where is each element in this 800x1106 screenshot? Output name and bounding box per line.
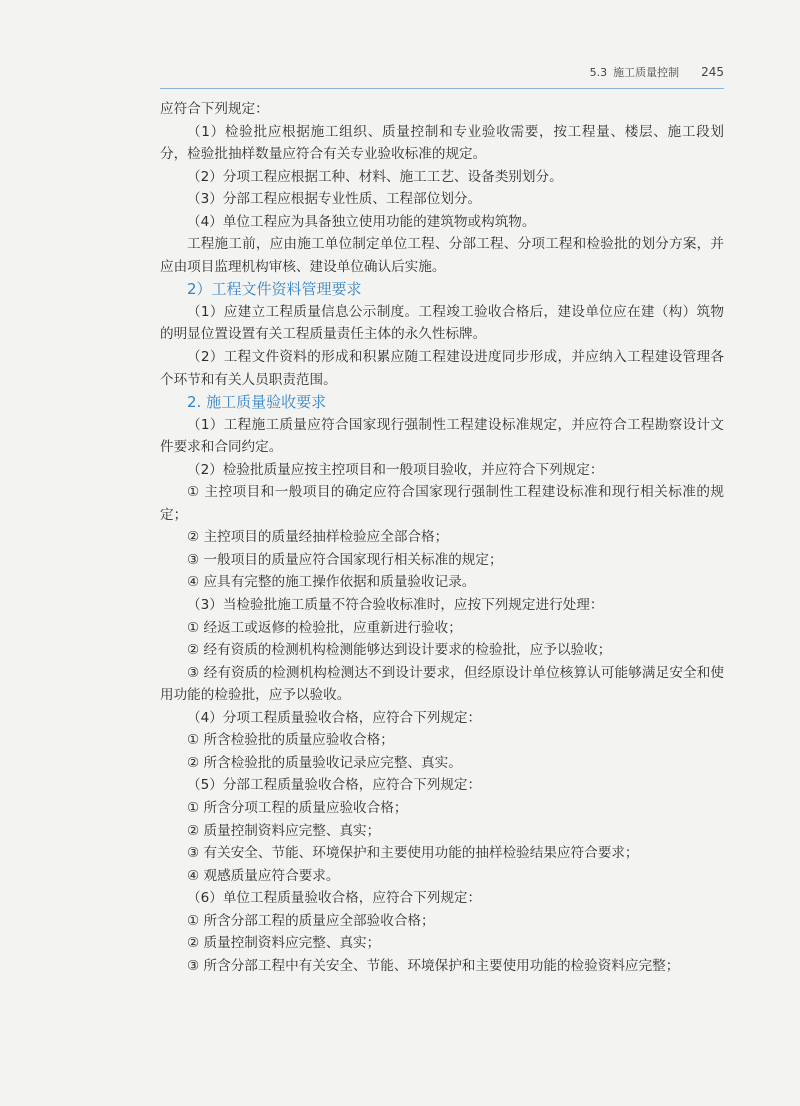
header-section-number: 5.3 bbox=[589, 66, 608, 79]
paragraph: （6）单位工程质量验收合格，应符合下列规定： bbox=[187, 890, 482, 907]
paragraph: ② 质量控制资料应完整、真实； bbox=[187, 822, 381, 839]
paragraph: ② 质量控制资料应完整、真实； bbox=[187, 935, 381, 952]
paragraph: ③ 有关安全、节能、环境保护和主要使用功能的抽样检验结果应符合要求； bbox=[187, 845, 639, 862]
paragraph: ③ 一般项目的质量应符合国家现行相关标准的规定； bbox=[187, 551, 503, 568]
paragraph: （5）分部工程质量验收合格，应符合下列规定： bbox=[187, 777, 482, 794]
page-number: 245 bbox=[701, 65, 724, 79]
paragraph: 工程施工前，应由施工单位制定单位工程、分部工程、分项工程和检验批的划分方案，并应由项目监理机构审核、建设单位确认后实施。 bbox=[160, 236, 724, 275]
paragraph: ① 经返工或返修的检验批，应重新进行验收； bbox=[187, 619, 462, 636]
paragraph: （3）分部工程应根据专业性质、工程部位划分。 bbox=[187, 191, 482, 208]
paragraph: ③ 经有资质的检测机构检测达不到设计要求，但经原设计单位核算认可能够满足安全和使用功能的检验批，应予以验收。 bbox=[160, 664, 724, 704]
section-heading: 2. 施工质量验收要求 bbox=[187, 393, 327, 412]
paragraph: （2）分项工程应根据工种、材料、施工工艺、设备类别划分。 bbox=[187, 168, 563, 185]
paragraph: ④ 观感质量应符合要求。 bbox=[187, 867, 340, 884]
paragraph: ③ 所含分部工程中有关安全、节能、环境保护和主要使用功能的检验资料应完整； bbox=[187, 957, 680, 974]
paragraph: （1）应建立工程质量信息公示制度。工程竣工验收合格后，建设单位应在建（构）筑物的明显位置设置有关工程质量责任主体的永久性标牌。 bbox=[160, 303, 724, 343]
paragraph: ② 经有资质的检测机构检测能够达到设计要求的检验批，应予以验收； bbox=[187, 642, 612, 659]
paragraph: ② 所含检验批的质量验收记录应完整、真实。 bbox=[187, 754, 462, 771]
paragraph: （4）单位工程应为具备独立使用功能的建筑物或构筑物。 bbox=[187, 213, 536, 230]
paragraph: ① 所含分部工程的质量应全部验收合格； bbox=[187, 912, 435, 929]
paragraph: ② 主控项目的质量经抽样检验应全部合格； bbox=[187, 529, 449, 546]
paragraph: ① 所含检验批的质量应验收合格； bbox=[187, 732, 394, 749]
paragraph: ① 主控项目和一般项目的确定应符合国家现行强制性工程建设标准和现行相关标准的规定； bbox=[160, 484, 724, 523]
paragraph: ④ 应具有完整的施工操作依据和质量验收记录。 bbox=[187, 574, 476, 591]
paragraph: （4）分项工程质量验收合格，应符合下列规定： bbox=[187, 709, 482, 726]
paragraph: （2）检验批质量应按主控项目和一般项目验收，并应符合下列规定： bbox=[187, 461, 604, 478]
paragraph: 应符合下列规定： bbox=[160, 101, 269, 117]
paragraph: （1）工程施工质量应符合国家现行强制性工程建设标准规定，并应符合工程勘察设计文件要求和合同约定。 bbox=[160, 416, 724, 456]
paragraph: ① 所含分项工程的质量应验收合格； bbox=[187, 799, 408, 816]
paragraph: （1）检验批应根据施工组织、质量控制和专业验收需要，按工程量、楼层、施工段划分，检验批抽样数量应符合有关专业验收标准的规定。 bbox=[160, 123, 724, 163]
running-header bbox=[160, 64, 724, 89]
paragraph: （2）工程文件资料的形成和积累应随工程建设进度同步形成，并应纳入工程建设管理各个环节和有关人员职责范围。 bbox=[160, 349, 724, 388]
section-heading: 2）工程文件资料管理要求 bbox=[187, 280, 362, 299]
header-section-title: 施工质量控制 bbox=[613, 66, 680, 79]
paragraph: （3）当检验批施工质量不符合验收标准时，应按下列规定进行处理： bbox=[187, 597, 604, 614]
body-text bbox=[160, 98, 724, 977]
